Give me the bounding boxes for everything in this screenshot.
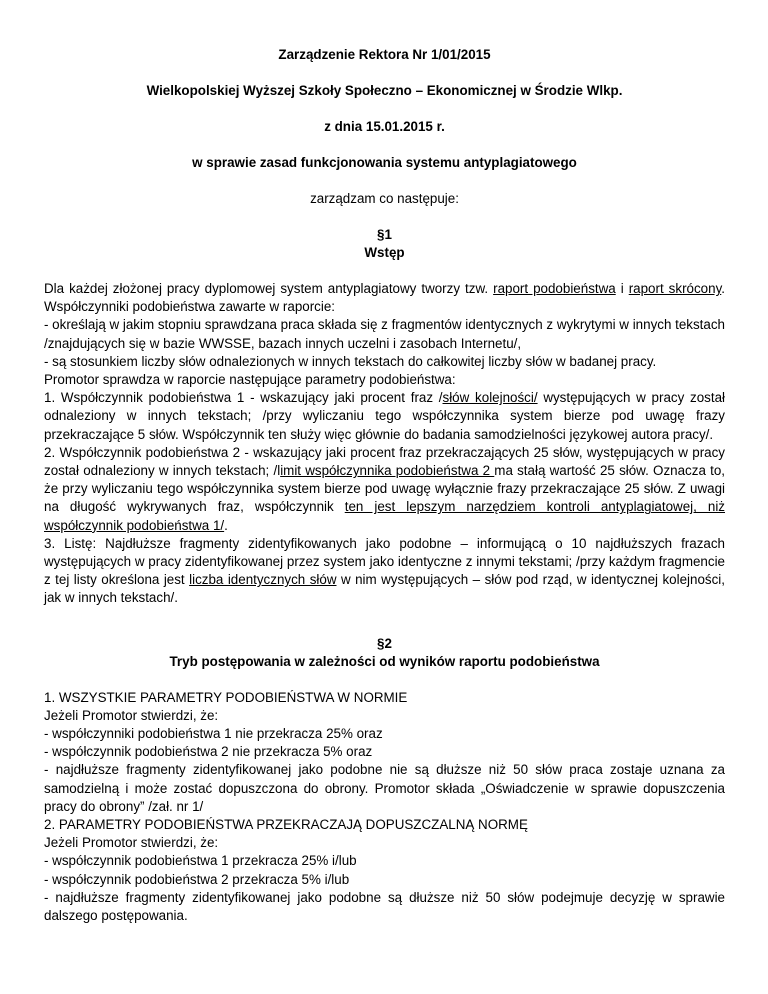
underlined-text: imit współczynnika podobieństwa 2: [280, 463, 495, 479]
underlined-text: raport skrócony: [628, 281, 722, 296]
case-2-condition-2: - współczynnik podobieństwa 2 przekracza 5% i/lub: [44, 871, 350, 887]
underlined-text: liczba identycznych słów: [189, 572, 337, 588]
document-title: Zarządzenie Rektora Nr 1/01/2015: [278, 47, 491, 62]
paragraph-bullet-1: - określają w jakim stopniu sprawdzana praca składa się z fragmentów identycznych z wykrytymi w innych tekstach /znajdujących się w bazie WWSSE, bazach innych uczelni i zasobach Internetu/,: [44, 317, 725, 351]
case-2-condition-1: - współczynnik podobieństwa 1 przekracza 25% i/lub: [44, 853, 357, 869]
text-run: 3. Listę: Najdłuższe fragmenty zidentyfikowanych jako podobne – informującą o 10 najdłuższych frazach występujących w pracy zidentyfikowanej przez system jako identyczne z innymi tekstami; /przy każdym fragmencie z tej listy określona jest: [44, 535, 725, 588]
paragraph-bullet-2: - są stosunkiem liczby słów odnalezionych w innych tekstach do całkowitej liczby słów w badanej pracy.: [44, 353, 657, 369]
text-run: .: [224, 517, 228, 533]
section-2-number: §2: [377, 635, 392, 651]
case-1-heading: 1. WSZYSTKIE PARAMETRY PODOBIEŃSTWA W NORMIE: [44, 689, 408, 705]
paragraph-coefficient-1: [44, 389, 725, 444]
case-1-condition-intro: Jeżeli Promotor stwierdzi, że:: [44, 707, 219, 723]
text-run: 1. Współczynnik podobieństwa 1 - wskazujący jaki procent fraz /: [44, 390, 443, 406]
document-subject: w sprawie zasad funkcjonowania systemu antyplagiatowego: [192, 155, 577, 170]
underlined-text: słów kolejności/: [442, 390, 538, 406]
case-2-condition-intro: Jeżeli Promotor stwierdzi, że:: [44, 835, 219, 851]
institution-name: Wielkopolskiej Wyższej Szkoły Społeczno – Ekonomicznej w Środzie Wlkp.: [146, 83, 623, 98]
case-2-condition-3: - najdłuższe fragmenty zidentyfikowanej jako podobne są dłuższe niż 50 słów podejmuje decyzję w sprawie dalszego postępowania.: [44, 889, 725, 924]
text-run: . Współczynniki podobieństwa zawarte w raporcie:: [44, 281, 726, 315]
paragraph-parameters-intro: Promotor sprawdza w raporcie następujące parametry podobieństwa:: [44, 372, 456, 388]
paragraph-intro: [44, 280, 725, 316]
text-run: ma stałą wartość 25 słów. Oznacza to, że przy wyliczaniu tego współczynnika system bierze pod uwagę wyłącznie frazy przekraczające 25 słów. Z uwagi na długość wykrywanych fraz, współczynnik: [44, 463, 725, 515]
case-1-condition-1: - współczynniki podobieństwa 1 nie przekracza 25% oraz: [44, 726, 383, 742]
document-date: z dnia 15.01.2015 r.: [324, 119, 445, 134]
section-1-number: §1: [377, 227, 392, 242]
text-run: Dla każdej złożonej pracy dyplomowej system antyplagiatowy tworzy tzw.: [44, 281, 494, 296]
document-preamble: zarządzam co następuje:: [310, 191, 459, 206]
case-1-condition-2: - współczynnik podobieństwa 2 nie przekracza 5% oraz: [44, 744, 373, 760]
underlined-text: raport podobieństwa: [493, 281, 616, 296]
case-1-condition-3: - najdłuższe fragmenty zidentyfikowanej jako podobne nie są dłuższe niż 50 słów praca zostaje uznana za samodzielną i może zostać dopuszczona do obrony. Promotor składa „Oświadczenie w sprawie dopuszczenia pracy do obrony” /zał. nr 1/: [44, 762, 725, 814]
text-run: 2. Współczynnik podobieństwa 2 - wskazujący jaki procent fraz przekraczających 25 słów, występujących w pracy został odnaleziony w innych tekstach; /l: [44, 444, 725, 479]
text-run: w nim występujących – słów pod rząd, w identycznej kolejności, jak w innych tekstach/.: [44, 572, 726, 606]
document-page: [44, 46, 725, 925]
section-1-title: Wstęp: [364, 245, 405, 260]
text-run: występujących w pracy został odnaleziony w innych tekstach; /przy wyliczaniu tego współczynnika system bierze pod uwagę frazy przekraczające 5 słów. Współczynnik ten służy więc głównie do badania samodzielności językowej autora pracy/.: [44, 390, 726, 442]
text-run: i: [615, 281, 629, 296]
paragraph-longest-fragments: [44, 535, 725, 608]
underlined-text: ten jest lepszym narzędziem kontroli antyplagiatowej, niż współczynnik podobieństwa 1/: [44, 499, 725, 533]
paragraph-coefficient-2: [44, 444, 725, 535]
section-2-title: Tryb postępowania w zależności od wyników raportu podobieństwa: [169, 653, 600, 669]
case-2-heading: 2. PARAMETRY PODOBIEŃSTWA PRZEKRACZAJĄ DOPUSZCZALNĄ NORMĘ: [44, 817, 528, 833]
